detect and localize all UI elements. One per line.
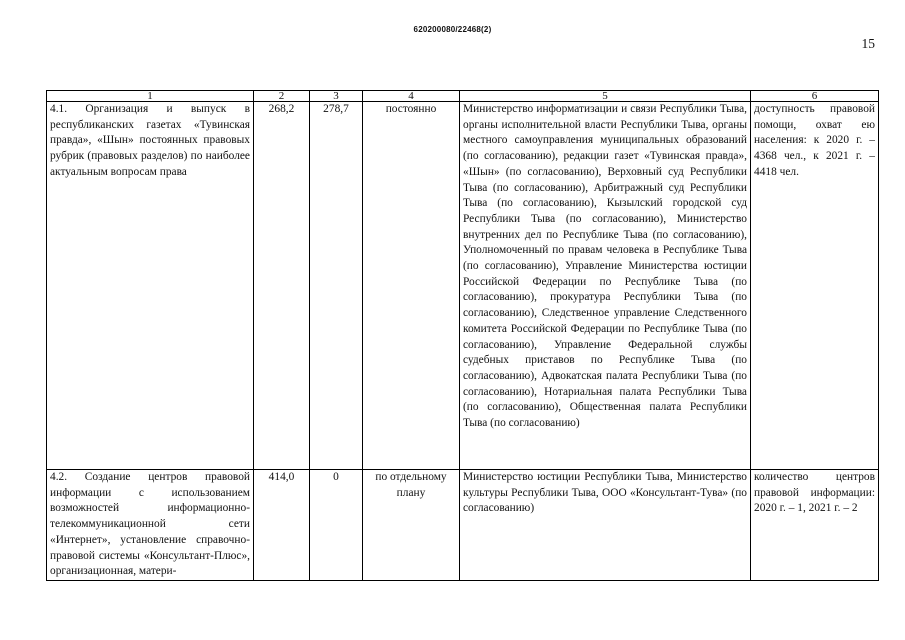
amount-2021-cell: 0 [310, 470, 363, 581]
result-cell: доступность правовой помощи, охват ею населения: к 2020 г. – 4368 чел., к 2021 г. – 4418 чел. [751, 102, 879, 470]
measure-cell: 4.2. Создание центров правовой информации с использованием возможностей информационно-телекоммуникационной сети «Интернет», установление справочно-правовой системы «Консультант-Плюс», организационная, матери- [47, 470, 254, 581]
column-header: 6 [751, 91, 879, 102]
measures-table [46, 90, 879, 581]
column-header: 2 [254, 91, 310, 102]
column-header: 4 [363, 91, 460, 102]
executors-cell: Министерство юстиции Республики Тыва, Министерство культуры Республики Тыва, ООО «Консультант-Тува» (по согласованию) [460, 470, 751, 581]
amount-2020-cell: 268,2 [254, 102, 310, 470]
deadline-cell: постоянно [363, 102, 460, 470]
page-number: 15 [861, 36, 875, 51]
column-header: 3 [310, 91, 363, 102]
document-id: 620200080/22468(2) [413, 25, 492, 34]
result-cell: количество центров правовой информации: 2020 г. – 1, 2021 г. – 2 [751, 470, 879, 581]
table-row [47, 102, 879, 470]
table-row [47, 470, 879, 581]
column-header: 1 [47, 91, 254, 102]
column-header: 5 [460, 91, 751, 102]
table-header-row [47, 91, 879, 102]
measure-cell: 4.1. Организация и выпуск в республиканских газетах «Тувинская правда», «Шын» постоянных правовых рубрик (правовых разделов) по наиболее актуальным вопросам права [47, 102, 254, 470]
amount-2021-cell: 278,7 [310, 102, 363, 470]
executors-cell: Министерство информатизации и связи Республики Тыва, органы исполнительной власти Республики Тыва, органы местного самоуправления муниципальных образований (по согласованию), редакции газет «Тувинская правда», «Шын» (по согласованию), Верховный суд Республики Тыва (по согласованию), Арбитражный суд Республики Тыва (по согласованию), Кызылский городской суд Республики Тыва (по согласованию), Министерство внутренних дел по Республике Тыва (по согласованию), Уполномоченный по правам человека в Республике Тыва (по согласованию), Управление Министерства юстиции Российской Федерации по Республике Тыва (по согласованию), прокуратура Республики Тыва (по согласованию), Следственное управление Следственного комитета Российской Федерации по Республике Тыва (по согласованию), Управление Федеральной службы судебных приставов по Республике Тыва (по согласованию), Адвокатская палата Республики Тыва (по согласованию), Нотариальная палата Республики Тыва (по согласованию), Общественная палата Республики Тыва (по согласованию) [460, 102, 751, 470]
amount-2020-cell: 414,0 [254, 470, 310, 581]
deadline-cell: по отдельному плану [363, 470, 460, 581]
